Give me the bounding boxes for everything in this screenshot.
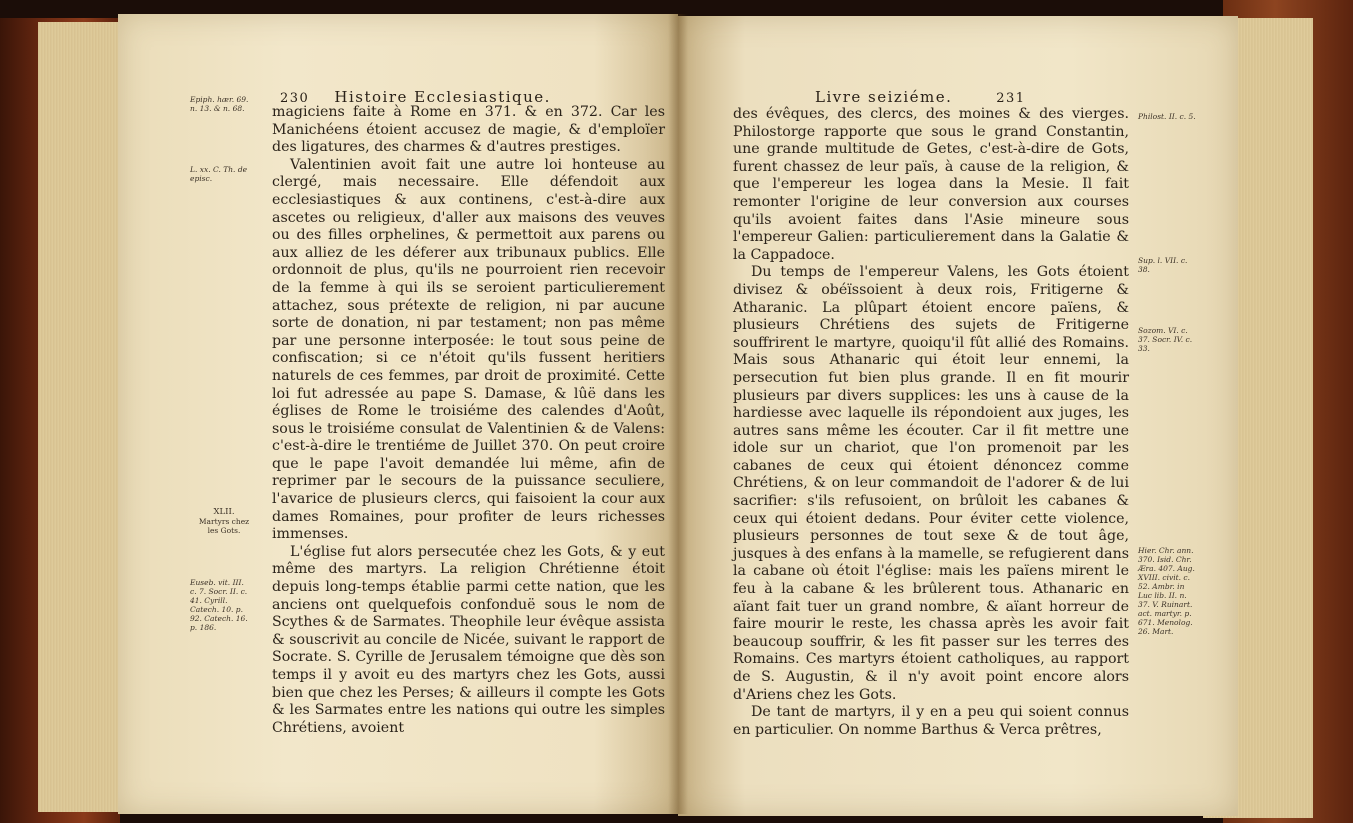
left-paragraph: Valentinien avoit fait une autre loi honteuse au clergé, mais necessaire. Elle défendoit aux ecclesiastiques & aux continens, c'est-à-dire aux ascetes ou religieux, d'aller aux maisons des veuves ou des filles orphelines, & permettoit aux parens ou aux alliez de les déferer aux tribunaux publics. Elle ordonnoit de plus, qu'ils ne pourroient rien recevoir de la femme à qui ils se seroient particulierement attachez, sous prétexte de religion, ni par aucune sorte de donation, ni par testament; non pas même par une personne interposée: le tout sous peine de confiscation; si ce n'étoit qu'ils fussent heritiers naturels de ces femmes, par droit de proximité. Cette loi fut adressée au pape S. Damase, & lûë dans les églises de Rome le troisiéme des calendes d'Août, sous le troisiéme consulat de Valentinien & de Valens: c'est-à-dire le trentiéme de Juillet 370. On peut croire que le pape l'avoit demandée lui même, afin de reprimer par le secours de la puissance seculiere, l'avarice de plusieurs clercs, qui faisoient la cour aux dames Romaines, pour profiter de leurs richesses immenses. (272, 156, 665, 543)
left-paragraph: L'église fut alors persecutée chez les Gots, & y eut même des martyrs. La religion Chrétienne étoit depuis long-temps établie parmi cette nation, que les anciens ont quelquefois confonduë sous le nom de Scythes & de Sarmates. Theophile leur évêque assista & souscrivit au concile de Nicée, suivant le rapport de Socrate. S. Cyrille de Jerusalem témoigne que dès son temps il y avoit eu des martyrs chez les Gots, aussi bien que chez les Perses; & ailleurs il compte les Gots & les Sarmates entre les nations qui outre les simples Chrétiens, avoient (272, 543, 665, 736)
left-title: Histoire Ecclesiastique. (334, 88, 551, 106)
left-paragraph: magiciens faite à Rome en 371. & en 372. Car les Manichéens étoient accusez de magie, & d'emploïer des ligatures, des charmes & d'autres prestiges. (272, 104, 665, 156)
right-paragraph: Du temps de l'empereur Valens, les Gots étoient divisez & obéïssoient à deux rois, Fritigerne & Atharanic. La plûpart étoient encore païens, & plusieurs Chrétiens des sujets de Fritigerne souffrirent le martyre, quoiqu'il fût allié des Romains. Mais sous Athanaric qui étoit leur ennemi, la persecution fut bien plus grande. Il en fit mourir plusieurs par divers supplices: les uns à cause de la hardiesse avec laquelle ils répondoient aux juges, les autres sans même les écouter. Car il fit mettre une idole sur un chariot, que l'on promenoit par les cabanes de ceux qui étoient dénoncez comme Chrétiens, & on leur commandoit de l'adorer & de lui sacrifier: s'ils refusoient, on brûloit les cabanes & ceux qui étoient dedans. Pour éviter cette violence, plusieurs personnes de tout sexe & de tout âge, jusques à des enfans à la mamelle, se refugierent dans la cabane où étoit l'église: mais les païens mirent le feu à la cabane & les brûlerent tous. Athanaric en aïant fait tuer un grand nombre, & aïant horreur de faire mourir le reste, les chassa après les avoir fait beaucoup souffrir, & les fit passer sur les terres des Romains. Ces martyrs étoient catholiques, au rapport de S. Augustin, & il n'y avoit point encore alors d'Ariens chez les Gots. (733, 264, 1129, 703)
margin-note-philost: Philost. II. c. 5. (1138, 112, 1196, 121)
margin-note-epiph: Epiph. hær. 69. n. 13. & n. 68. (190, 95, 249, 113)
page-edges-left (38, 22, 128, 812)
left-page-number: 230 (280, 91, 310, 106)
section-number: XLII. (213, 507, 235, 517)
right-paragraph: De tant de martyrs, il y en a peu qui soient connus en particulier. On nomme Barthus & Verca prêtres, (733, 704, 1129, 738)
right-running-head (815, 88, 1026, 106)
section-title: Martyrs chez les Gots. (198, 517, 250, 535)
right-title: Livre seiziéme. (815, 88, 953, 106)
margin-note-hier: Hier. Chr. ann. 370. Isid. Chr. Æra. 407. Aug. XVIII. civit. c. 52. Ambr. in Luc lib. II. n. 37. V. Ruinart. act. martyr. p. 671. Menolog. 26. Mart. (1138, 546, 1195, 636)
right-page-number: 231 (996, 91, 1026, 106)
margin-note-sup: Sup. l. VII. c. 38. (1138, 256, 1188, 274)
margin-note-eusebius: Euseb. vit. III. c. 7. Socr. II. c. 41. Cyrill. Catech. 10. p. 92. Catech. 16. p. 186. (190, 578, 248, 632)
right-body-text (733, 106, 1129, 739)
right-paragraph: des évêques, des clercs, des moines & des vierges. Philostorge rapporte que sous le grand Constantin, une grande multitude de Getes, c'est-à-dire de Gots, furent chassez de leur païs, à cause de la religion, & que l'empereur les logea dans la Mesie. Il fait remonter l'origine de leur conversion aux courses qu'ils avoient faites dans l'Asie mineure sous l'empereur Galien: particulierement dans la Galatie & la Cappadoce. (733, 106, 1129, 263)
margin-note-sozom: Sozom. VI. c. 37. Socr. IV. c. 33. (1138, 326, 1193, 353)
left-body-text (272, 104, 665, 737)
margin-note-code: L. xx. C. Th. de episc. (190, 165, 248, 183)
book-gutter (668, 14, 688, 814)
section-heading (193, 508, 255, 535)
